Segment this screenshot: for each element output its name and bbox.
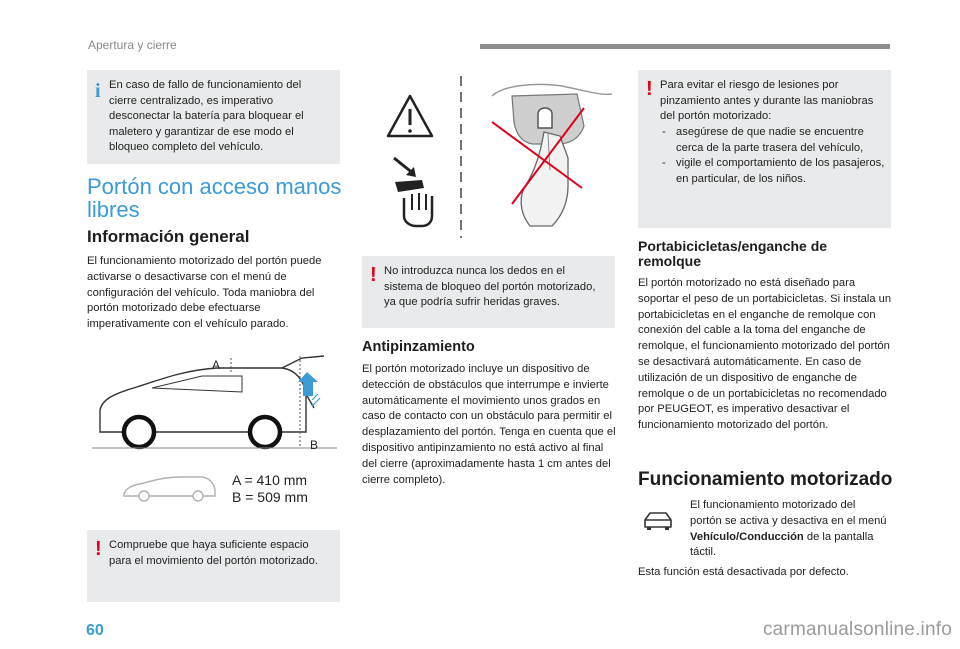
header-bar <box>480 44 890 49</box>
dimension-label-a: A <box>212 358 221 372</box>
info-icon: i <box>95 80 101 102</box>
car-settings-icon <box>642 510 674 532</box>
main-title: Portón con acceso manos libres <box>87 174 342 222</box>
title-motorized-operation: Funcionamiento motorizado <box>638 469 893 490</box>
antipinch-paragraph: El portón motorizado incluye un dispositivo de detección de obstáculos que interrumpe e invierte automáticamente el movimiento unos grados en caso de contacto con un obstáculo para permitir el desplazamiento del portón. Tenga en cuenta que el dispositivo antipinzamiento no está activo al final del cierre (aproximadamente hasta 1 cm antes del cierre completo). <box>362 363 616 486</box>
car-outline-icon <box>120 474 220 502</box>
warning-pinch-list <box>660 125 885 187</box>
bike-carrier-paragraph: El portón motorizado no está diseñado para soportar el peso de un portabicicletas. Si instala un portabicicletas en el enganche de remolque con conexión del cable a la toma del enganche de remolque, el funcionamiento motorizado del portón se desactivará automáticamente. En caso de utilización de un dispositivo de enganche de remolque o de un portabicicletas no recomendado por PEUGEOT, es imperativo desactivar el funcionamiento motorizado del portón. <box>638 277 892 432</box>
dimension-a-value: A = 410 mm <box>232 472 308 488</box>
finger-warning-illustration <box>362 76 616 238</box>
dimension-b-value: B = 509 mm <box>232 489 308 505</box>
warning-space-box <box>87 530 340 602</box>
dimension-label-b: B <box>310 438 319 452</box>
warning-icon: ! <box>646 78 653 100</box>
motorized-text-part1: El funcionamiento motorizado del portón se activa y desactiva en el menú <box>690 499 887 527</box>
list-item: - vigile el comportamiento de los pasajeros, en particular, de los niños. <box>660 156 885 187</box>
warning-space-text: Compruebe que haya suficiente espacio para el movimiento del portón motorizado. <box>109 539 318 567</box>
subtitle-general-info: Información general <box>87 227 250 246</box>
warning-pinch-box <box>638 70 891 228</box>
motorized-operation-text <box>690 498 890 561</box>
section-title: Apertura y cierre <box>88 38 177 52</box>
page-number: 60 <box>86 622 104 639</box>
warning-icon: ! <box>95 538 102 560</box>
watermark: carmanualsonline.info <box>762 619 952 640</box>
list-item: - asegúrese de que nadie se encuentre cerca de la parte trasera del vehículo, <box>660 125 885 156</box>
info-note-text: En caso de fallo de funcionamiento del cierre centralizado, es imperativo desconectar la batería para bloquear el maletero y garantizar de ese modo el bloqueo completo del vehículo. <box>109 79 304 153</box>
warning-icon: ! <box>370 264 377 286</box>
subtitle-antipinch: Antipinzamiento <box>362 339 475 355</box>
general-info-paragraph: El funcionamiento motorizado del portón puede activarse o desactivarse con el menú de configuración del vehículo. Toda maniobra del portón motorizado debe efectuarse imperativamente con el vehículo parado. <box>87 255 322 331</box>
motorized-text-part2: de la pantalla táctil. <box>690 530 874 559</box>
menu-path: Vehículo/Conducción <box>690 530 804 543</box>
default-disabled-text: Esta función está desactivada por defecto. <box>638 566 849 578</box>
subtitle-bike-carrier: Portabicicletas/enganche de remolque <box>638 238 828 269</box>
warning-fingers-text: No introduzca nunca los dedos en el sistema de bloqueo del portón motorizado, ya que podría sufrir heridas graves. <box>384 265 596 308</box>
info-note-box <box>87 70 340 164</box>
warning-fingers-box <box>362 256 615 328</box>
warning-pinch-intro: Para evitar el riesgo de lesiones por pinzamiento antes y durante las maniobras del portón motorizado: <box>660 79 874 122</box>
